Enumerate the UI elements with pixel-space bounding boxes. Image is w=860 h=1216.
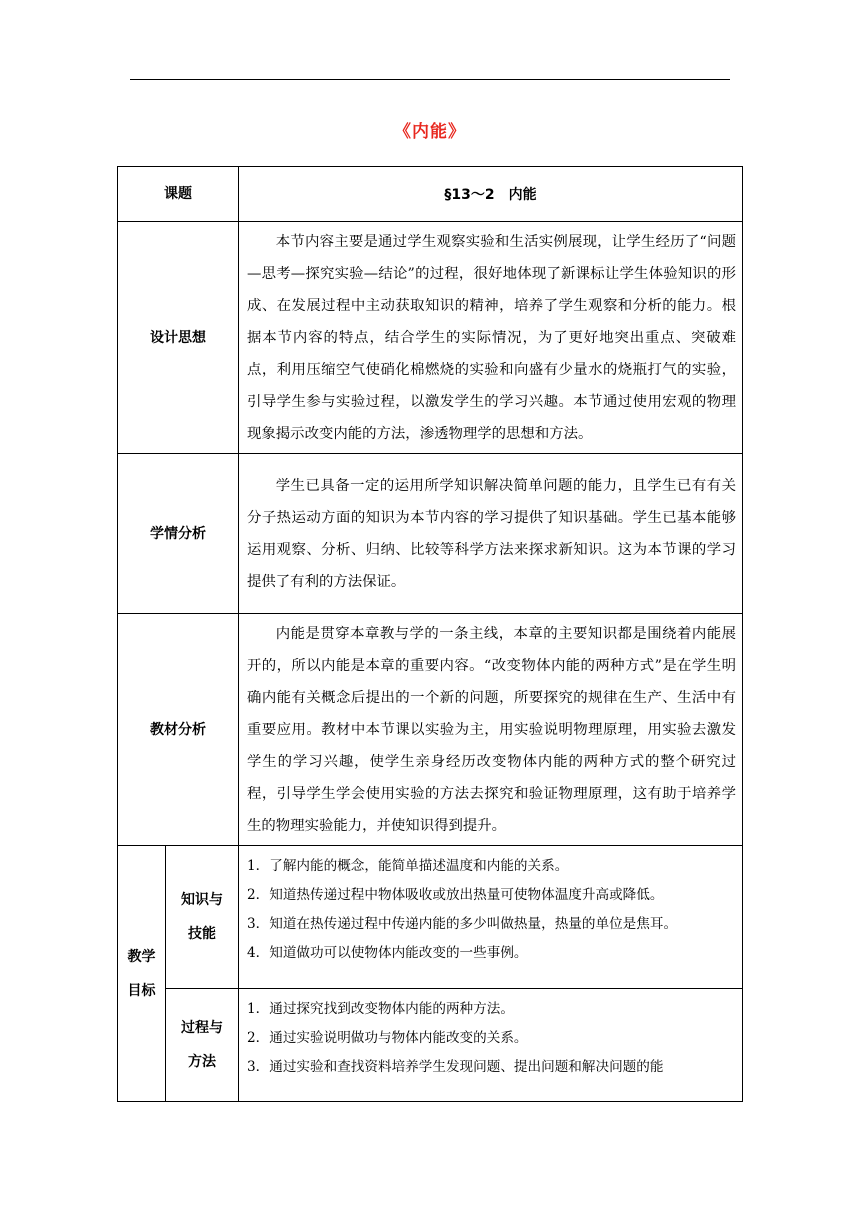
material-text: 内能是贯穿本章教与学的一条主线，本章的主要知识都是围绕着内能展开的，所以内能是本章的重要内容。“改变物体内能的两种方式”是在学生明确内能有关概念后提出的一个新的问题，所要探究的规律在生产、生活中有重要应用。教材中本节课以实验为主，用实验说明物理原理，用实验去激发学生的学习兴趣，使学生亲身经历改变物体内能的两种方式的整个研究过程，引导学生学会使用实验的方法去探究和验证物理原理，这有助于培养学生的物理实验能力，并使知识得到提升。: [239, 614, 743, 846]
students-label: 学情分析: [118, 454, 239, 614]
topic-value: §13～2 内能: [239, 167, 743, 222]
process-item: 2．通过实验说明做功与物体内能改变的关系。: [247, 1030, 528, 1046]
process-item: 3．通过实验和查找资料培养学生发现问题、提出问题和解决问题的能: [247, 1059, 664, 1075]
process-label-line1: 过程与: [181, 1020, 223, 1036]
design-label: 设计思想: [118, 222, 239, 454]
process-list: [239, 989, 743, 1102]
design-text: 本节内容主要是通过学生观察实验和生活实例展现，让学生经历了“问题—思考—探究实验—结论”的过程，很好地体现了新课标让学生体验知识的形成、在发展过程中主动获取知识的精神，培养了学生观察和分析的能力。根据本节内容的特点，结合学生的实际情况，为了更好地突出重点、突破难点，利用压缩空气使硝化棉燃烧的实验和向盛有少量水的烧瓶打气的实验，引导学生参与实验过程，以激发学生的学习兴趣。本节通过使用宏观的物理现象揭示改变内能的方法，渗透物理学的思想和方法。: [239, 222, 743, 454]
material-label: 教材分析: [118, 614, 239, 846]
knowledge-item: 1．了解内能的概念，能简单描述温度和内能的关系。: [247, 858, 569, 874]
header-rule: [130, 79, 730, 80]
knowledge-label-line1: 知识与: [181, 892, 223, 908]
process-label: [166, 989, 239, 1102]
topic-label: 课题: [118, 167, 239, 222]
document-title: 《内能》: [394, 122, 466, 142]
process-label-line2: 方法: [188, 1054, 216, 1070]
knowledge-label-line2: 技能: [188, 926, 216, 942]
row-goals-process: [118, 989, 743, 1102]
knowledge-item: 2．知道热传递过程中物体吸收或放出热量可使物体温度升高或降低。: [247, 887, 664, 903]
students-text: 学生已具备一定的运用所学知识解决简单问题的能力，且学生已有有关分子热运动方面的知识为本节内容的学习提供了知识基础。学生已基本能够运用观察、分析、归纳、比较等科学方法来探求新知识。这为本节课的学习提供了有利的方法保证。: [239, 454, 743, 614]
row-material: [118, 614, 743, 846]
goals-label-line1: 教学: [127, 948, 156, 965]
goals-label-line2: 目标: [127, 982, 156, 999]
goals-label: [118, 846, 166, 1102]
lesson-plan-table: [117, 166, 743, 1102]
knowledge-item: 4．知道做功可以使物体内能改变的一些事例。: [247, 945, 528, 961]
knowledge-list: [239, 846, 743, 989]
knowledge-label: [166, 846, 239, 989]
row-students: [118, 454, 743, 614]
row-design: [118, 222, 743, 454]
row-topic: [118, 167, 743, 222]
process-item: 1．通过探究找到改变物体内能的两种方法。: [247, 1001, 514, 1017]
row-goals-knowledge: [118, 846, 743, 989]
knowledge-item: 3．知道在热传递过程中传递内能的多少叫做热量，热量的单位是焦耳。: [247, 916, 678, 932]
